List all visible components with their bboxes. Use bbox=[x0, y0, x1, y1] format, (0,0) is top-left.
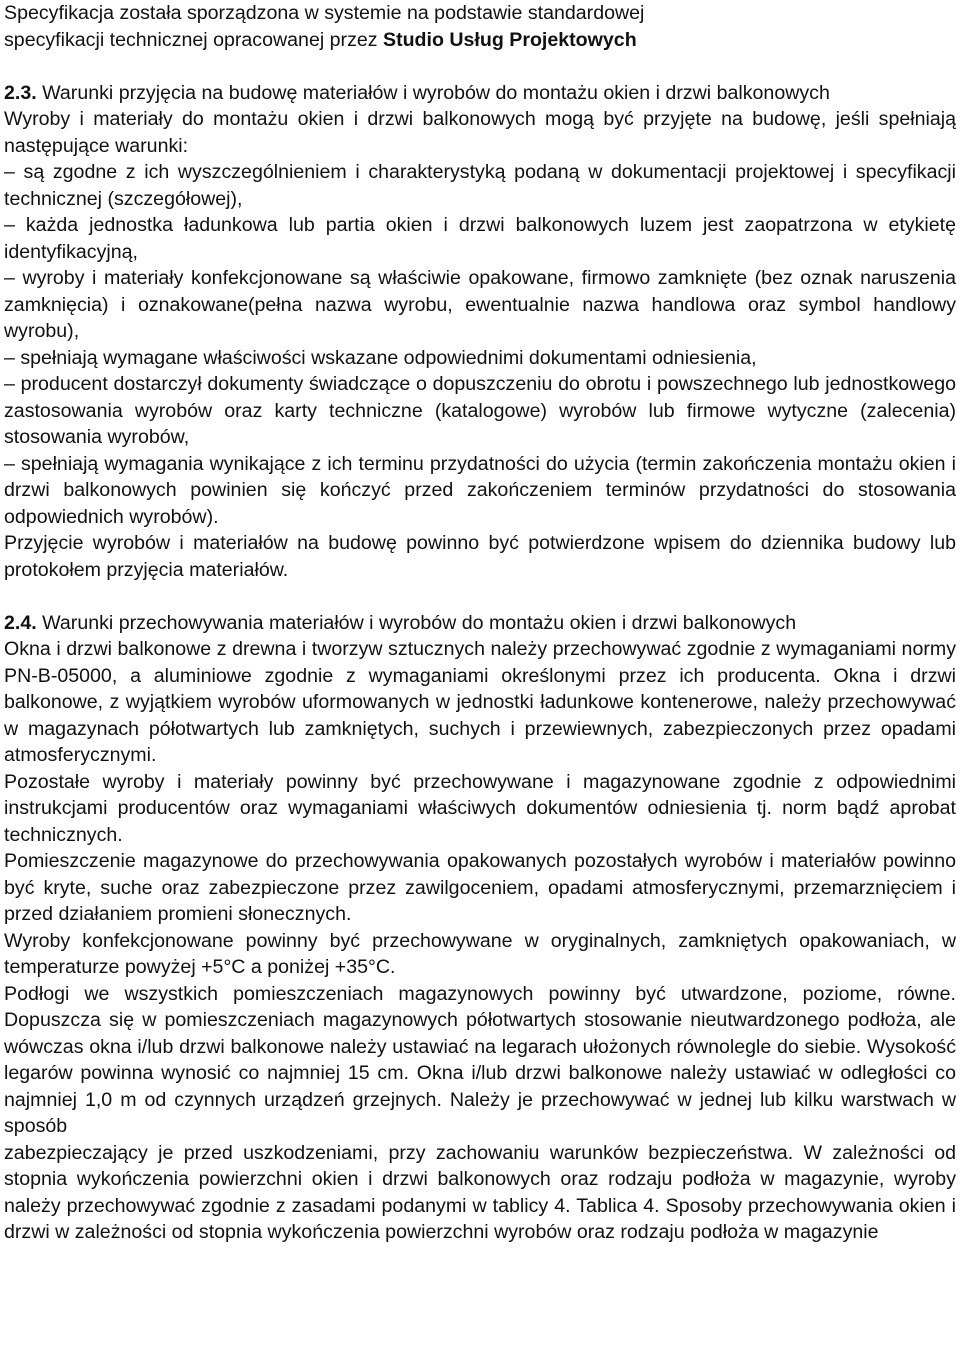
header-line-2 bbox=[4, 27, 956, 54]
header-line-2-prefix: specyfikacji technicznej opracowanej przez bbox=[4, 28, 383, 51]
storage-paragraph: Pozostałe wyroby i materiały powinny być przechowywane i magazynowane zgodnie z odpowiednimi instrukcjami producentów oraz wymaganiami właściwych dokumentów odniesienia tj. norm bądź aprobat technicznych. bbox=[4, 770, 956, 846]
section-2-3-title: Warunki przyjęcia na budowę materiałów i wyrobów do montażu okien i drzwi balkonowych bbox=[36, 81, 830, 104]
condition-item: – spełniają wymagania wynikające z ich terminu przydatności do użycia (termin zakończenia montażu okien i drzwi balkonowych powinien się kończyć przed zakończeniem terminów przydatności do stosowania odpowiednich wyrobów). bbox=[4, 452, 956, 528]
storage-paragraph: Wyroby konfekcjonowane powinny być przechowywane w oryginalnych, zamkniętych opakowaniach, w temperaturze powyżej +5°C a poniżej +35°C. bbox=[4, 929, 956, 978]
section-gap bbox=[4, 583, 956, 610]
section-2-3-closing: Przyjęcie wyrobów i materiałów na budowę powinno być potwierdzone wpisem do dziennika budowy lub protokołem przyjęcia materiałów. bbox=[4, 532, 956, 581]
storage-paragraph: Podłogi we wszystkich pomieszczeniach magazynowych powinny być utwardzone, poziome, równe. Dopuszcza się w pomieszczeniach magazynowych półotwartych stosowanie nieutwardzonego podłoża, ale wówczas okna i/lub drzwi balkonowe należy ustawiać na legarach ułożonych równolegle do siebie. Wysokość legarów powinna wynosić co najmniej 15 cm. Okna i/lub drzwi balkonowe należy ustawiać w odległości co najmniej 1,0 m od czynnych urządzeń grzejnych. Należy je przechowywać w jednej lub kilku warstwach w sposób bbox=[4, 982, 956, 1137]
section-2-3-heading bbox=[4, 80, 956, 107]
section-2-3 bbox=[4, 80, 956, 584]
section-2-4-heading bbox=[4, 610, 956, 637]
condition-item: – producent dostarczył dokumenty świadczące o dopuszczeniu do obrotu i powszechnego lub jednostkowego zastosowania wyrobów oraz karty techniczne (katalogowe) wyrobów lub firmowe wytyczne (zalecenia) stosowania wyrobów, bbox=[4, 373, 956, 448]
condition-item: – są zgodne z ich wyszczególnieniem i charakterystyką podaną w dokumentacji projektowej i specyfikacji technicznej (szczegółowej), bbox=[4, 161, 956, 210]
condition-item: – wyroby i materiały konfekcjonowane są właściwie opakowane, firmowo zamknięte (bez oznak naruszenia zamknięcia) i oznakowane(pełna nazwa wyrobu, ewentualnie nazwa handlowa oraz symbol handlowy wyrobu), bbox=[4, 267, 956, 342]
storage-paragraph: zabezpieczający je przed uszkodzeniami, przy zachowaniu warunków bezpieczeństwa. W zależności od stopnia wykończenia powierzchni okien i drzwi balkonowych oraz rodzaju podłoża w magazynie, wyroby należy przechowywać zgodnie z zasadami podanymi w tablicy 4. Tablica 4. Sposoby przechowywania okien i drzwi w zależności od stopnia wykończenia powierzchni wyrobów oraz rodzaju podłoża w magazynie bbox=[4, 1141, 956, 1243]
page-header bbox=[4, 0, 956, 53]
section-2-3-intro: Wyroby i materiały do montażu okien i drzwi balkonowych mogą być przyjęte na budowę, jeśli spełniają następujące warunki: bbox=[4, 108, 956, 157]
section-2-3-number: 2.3. bbox=[4, 81, 37, 104]
storage-paragraph: Okna i drzwi balkonowe z drewna i tworzyw sztucznych należy przechowywać zgodnie z wymaganiami normy PN-B-05000, a aluminiowe zgodnie z wymaganiami określonymi przez ich producenta. Okna i drzwi balkonowe, z wyjątkiem wyrobów uformowanych w jednostki ładunkowe kontenerowe, należy przechowywać w magazynach półotwartych lub zamkniętych, suchych i przewiewnych, zabezpieczonych przez opadami atmosferycznymi. bbox=[4, 638, 956, 766]
header-company-name: Studio Usług Projektowych bbox=[383, 28, 637, 51]
storage-paragraph: Pomieszczenie magazynowe do przechowywania opakowanych pozostałych wyrobów i materiałów powinno być kryte, suche oraz zabezpieczone przez zawilgoceniem, opadami atmosferycznymi, przemarznięciem i przed działaniem promieni słonecznych. bbox=[4, 850, 956, 925]
section-2-4 bbox=[4, 610, 956, 1246]
section-2-4-title: Warunki przechowywania materiałów i wyrobów do montażu okien i drzwi balkonowych bbox=[36, 611, 797, 634]
section-2-4-number: 2.4. bbox=[4, 611, 37, 634]
document-page bbox=[4, 0, 956, 1246]
condition-item: – każda jednostka ładunkowa lub partia okien i drzwi balkonowych luzem jest zaopatrzona w etykietę identyfikacyjną, bbox=[4, 214, 956, 263]
header-spacer bbox=[4, 53, 956, 80]
condition-item: – spełniają wymagane właściwości wskazane odpowiednimi dokumentami odniesienia, bbox=[4, 346, 757, 369]
header-line-1: Specyfikacja została sporządzona w systemie na podstawie standardowej bbox=[4, 2, 645, 24]
